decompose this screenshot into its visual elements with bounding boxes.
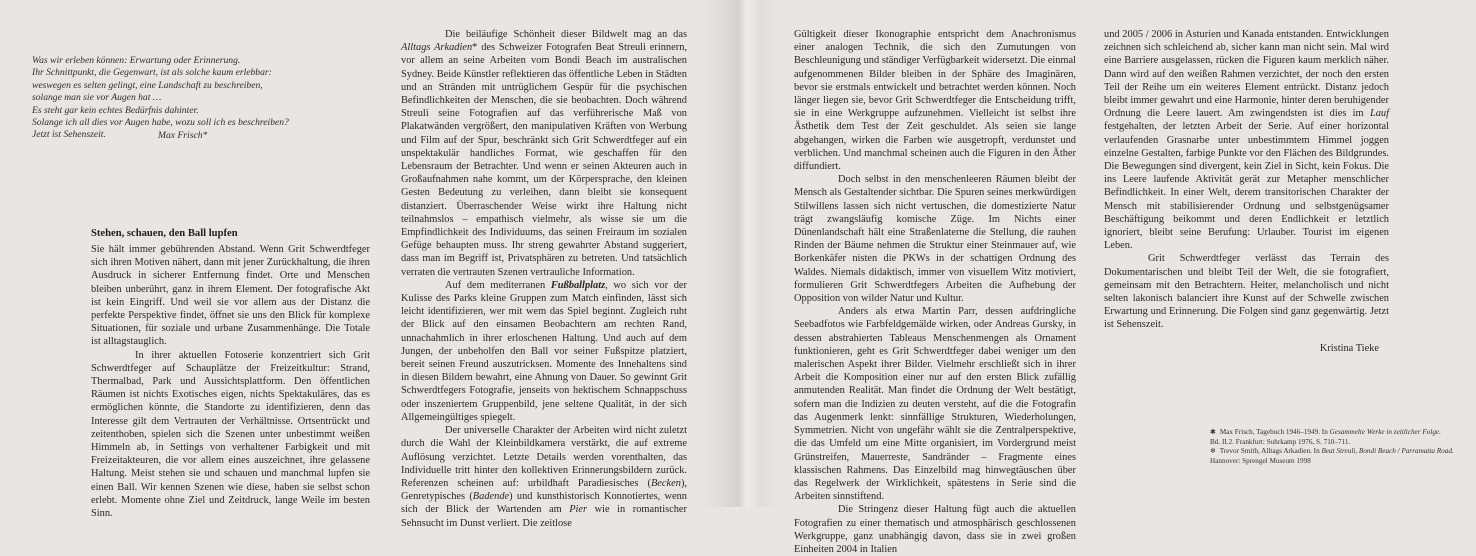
epigraph-line: Jetzt ist Sehenszeit. xyxy=(32,129,106,141)
paragraph: Die Stringenz dieser Haltung fügt auch die aktuellen Fotografien zu einer thematisch und atmosphärisch geschlossenen Werkgruppe, ganz unabhängig davon, dass sie in zwei großen Einheiten 2004 in Italien xyxy=(794,504,1076,555)
paragraph: Gültigkeit dieser Ikonographie entspricht dem Anachronismus einer analogen Technik, die sich den Zumutungen von Beschleunigung und ständiger Verfügbarkeit widersetzt. Die einmal aufgenommenen Bilder bleiben in der Sphäre des Imaginären, bevor sie erstmals entwickelt und betrachtet werden können. Noch länger liegen sie, bevor Grit Schwerdtfeger die Entscheidung trifft, sie in eine Werkgruppe aufzunehmen. Vielleicht ist selbst ihre Ästhetik dem Test der Zeit geschuldet. Als seien sie lange abgehangen, wirken die Farben wie ausgetropft, verdunstet und verblichen. Und manchmal scheinen auch die Figuren in den Äther diffundiert. xyxy=(794,29,1076,173)
paragraph: Anders als etwa Martin Parr, dessen aufdringliche Seebadfotos wie Farbfeldgemälde wirken, oder Andreas Gursky, in dessen abstrahierten Tableaus Menschenmengen als Ornament funktionieren, geht es Grit Schwerdtfeger dabei weniger um den malerischen Aspekt ihrer Bilder. Vielmehr erschließt sich in ihrer Arbeit die Komposition einer nur auf den ersten Blick zufällig anmutenden Realität. Man findet die Ordnung der Welt bestätigt, sofern man die Indizien zu deuten versteht, auf die die Fotografin das Augenmerk lenkt: sinnfällige Strukturen, Wiederholungen, Symmetrien. Nicht von ungefähr wählt sie die Zentralperspektive, die das Umfeld um eine Mitte organisiert, im Vordergrund meist Grünstreifen, Mauerreste, Sandränder – Fragmente eines klassischen Rahmens. Das Einzelbild mag hinwegtäuschen über das Regelwerk der Wirklichkeit, spätestens in Serie sind die Arbeiten sinnstiftend. xyxy=(794,306,1076,503)
text-run: wie in romantischer Sehnsucht im Dunst verliert. Die zeitlose xyxy=(401,504,687,529)
text-run: festgehalten, der letzten Arbeit der Serie. Auf einer horizontal verlaufenden Grasnarbe unter unbestimmtem Himmel joggen einzelne Gestalten, farbige Punkte vor den Flächen des Bildgrundes. Die Bewegungen sind divergent, kein Ziel in Sicht, kein Fokus. Die ins Leere laufende Aktivität gerät zur Metapher menschlicher Befindlichkeit. In einer Welt, derem transitorischen Charakter der Mensch mit stabilisierender Ordnung und selbstgenügsamer Beschäftigung beikommt und deren Endlichkeit er letztlich ignoriert, bleibt seine Berufung: Urlauber. Tourist im eigenen Leben. xyxy=(1104,121,1389,252)
work-title: Fußballplatz xyxy=(550,279,606,291)
footnote-text: Max Frisch, Tagebuch 1946–1949. In xyxy=(1219,428,1330,436)
text-run: und 2005 / 2006 in Asturien und Kanada entstanden. Entwicklungen zeichnen sich schleichend ab, sicher kann man nicht sein. Mal wird eine Barriere ausgelassen, rücken die Figuren kaum merklich näher. Dann wird auf den weißen Rahmen verzichtet, der noch den ersten Teil der Reihe um ein weiteres Element entrückt. Distanz jedoch bleibt immer gewahrt und eine Harmonie, hinter deren beruhigender Ordnung die Leere lauert. Am zwingendsten ist dies im xyxy=(1104,29,1389,120)
footnote-text: Trevor Smith, Alltags Arkadien. In xyxy=(1219,447,1322,456)
epigraph-line: Ihr Schnittpunkt, die Gegenwart, ist als solche kaum erlebbar: xyxy=(32,67,272,79)
epigraph xyxy=(32,55,292,142)
footnotes xyxy=(1210,428,1460,466)
text-column-4 xyxy=(1104,28,1389,355)
epigraph-line: Es steht gar kein echtes Bedürfnis dahinter. xyxy=(32,104,199,116)
text-run: * des Schweizer Fotografen Beat Streuli erinnern, vor allem an seine Arbeiten vom Bondi Beach im australischen Sydney. Beide Künstler reflektieren das öffentliche Leben in Städten und an Stränden mit untrüglichem Gespür für die psychischen Befindlichkeiten der Menschen, die sie beobachten. Doch während Streuli seine Fotografien auf das verführerische Maß von Plakatwänden vergrößert, den manipulativen Kräften von Werbung und Film auf der Spur, beschränkt sich Grit Schwerdtfeger auf ein unspektakulär handliches Format, wie geschaffen für den Lebensraum der Betrachter. Und wenn er seinen Akteuren auch in Großaufnahmen nahe kommt, um der Körpersprache, den kleinen Gesten Bedeutung zu verleihen, dann bleibt sie konsequent distanziert. Überraschender Weise wirkt ihre Haltung nicht teilnahmslos – empathisch vielmehr, als wisse sie um die Empfindlichkeit des Individuums, das seinen Freiraum im sozialen Gefüge behaupten muss. Ihr streng gewahrter Abstand suggeriert, dass man im Begriff ist, Privatsphären zu betreten. Und tatsächlich verraten die vertrauten Szenen vertrauliche Information. xyxy=(401,42,687,278)
footnote-title: Beat Streuli, Bondi Beach / Parramatta Road. xyxy=(1321,447,1454,456)
footnote-continuation: Hannover: Sprengel Museum 1998 xyxy=(1210,456,1311,465)
paragraph xyxy=(1104,28,1389,252)
snowflake-asterisk-icon: ❄ xyxy=(1210,447,1217,456)
epigraph-author: Max Frisch* xyxy=(158,129,208,141)
epigraph-line: Solange ich all dies vor Augen habe, wozu soll ich es beschreiben? xyxy=(32,117,289,129)
paragraph: Grit Schwerdtfeger verlässt das Terrain des Dokumentarischen und bleibt Teil der Welt, die sie fotografiert, gemeinsam mit den Betrachtern. Heiter, melancholisch und nicht selten lakonisch balanciert ihre Kunst auf der Schwelle zwischen Erwartung und Erinnerung. Die Folgen sind ganz gegenwärtig. Jetzt ist Sehenszeit. xyxy=(1104,253,1389,331)
book-spine-shadow xyxy=(700,0,780,507)
author-signature: Kristina Tieke xyxy=(1319,342,1379,354)
epigraph-line: Was wir erleben können: Erwartung oder Erinnerung. xyxy=(32,55,241,66)
text-run: , wo sich vor der Kulisse des Parks kleine Gruppen zum Match einfinden, lässt sich leicht identifizieren, wer mit wem das Spiel beginnt. Zugleich ruht der Blick auf den einsamen Beobachtern am rechten Rand, unnachahmlich in ihrer erloschenen Haltung. Und auch auf dem Jungen, der unbeholfen den Ball vor seiner Fußspitze platziert, bereit seinen Freund auszutricksen. Momente des Innehaltens sind in diesen Bildern bewahrt, eine Ahnung von Dauer. So gewinnt Grit Schwerdtfegers Fotografie, jenseits von hektischem Schnappschuss oder inszeniertem Gruppenbild, jene seltene Qualität, in der sich Allgemeingültiges spiegelt. xyxy=(401,279,687,423)
work-title: Alltags Arkadien xyxy=(401,42,473,54)
paragraph: In ihrer aktuellen Fotoserie konzentriert sich Grit Schwerdtfeger auf Schauplätze der Freizeitkultur: Strand, Thermalbad, Park und Aussichtsplattform. Den öffentlichen Räumen ist nichts Exotisches eigen, nichts Spektakuläres, das es ermöglichen könnte, die Standorte zu identifizieren, denn das Interesse gilt dem Vertrauten der Verhältnisse. Ortsentrückt und zeitenthoben, spielen sich die Szenen unter unbestimmt weißen Himmeln ab, in Settings von verhaltener Farbigkeit und mit Freizeitakteuren, die vor allem eines auszeichnet, ihre gelassene Haltung. Meist stehen sie und schauen und manchmal lupfen sie einen Ball. Wir kennen Szenen wie diese, haben sie selbst schon erlebt. Momente ohne Ziel und Zeitdruck, lange Weile im besten Sinn. xyxy=(91,349,370,520)
paragraph: Doch selbst in den menschenleeren Räumen bleibt der Mensch als Gestaltender sichtbar. Die Spuren seines merkwürdigen Stilwillens lassen sich nicht vertuschen, die domestizierte Natur trägt zwangsläufig komische Züge. Im Nichts einer Dünenlandschaft hält eine Straßenlaterne die Stellung, die rauhen Rinden der Bäume nehmen die Struktur einer Steinmauer auf, wie Borkenkäfer nisten die PKWs in der schattigen Ordnung des Waldes. Niemals didaktisch, immer von visuellem Witz motiviert, formulieren Grit Schwerdtfegers Arbeiten die Aufhebung der Opposition von wilder Natur und Kultur. xyxy=(794,174,1076,305)
paragraph xyxy=(401,279,687,424)
text-column-1 xyxy=(91,227,370,520)
footnote xyxy=(1210,447,1460,457)
text-run: Auf dem mediterranen xyxy=(445,279,551,291)
work-title: Pier xyxy=(569,504,588,516)
work-title: Becken xyxy=(650,477,681,489)
footnote-continuation: Bd. II.2. Frankfurt: Suhrkamp 1976, S. 710–711. xyxy=(1210,437,1351,446)
text-run: ) und kunsthistorisch Konnotiertes, wenn sich der Blick der Wartenden am xyxy=(401,491,687,516)
text-run: Die beiläufige Schönheit dieser Bildwelt mag an das xyxy=(445,29,687,40)
text-column-3 xyxy=(794,28,1076,556)
paragraph xyxy=(401,424,687,530)
paragraph xyxy=(401,28,687,279)
asterisk-icon: ✱ xyxy=(1210,428,1217,436)
footnote xyxy=(1210,428,1460,438)
work-title: Lauf xyxy=(1369,108,1389,120)
footnote-title: Gesammelte Werke in zeitlicher Folge. xyxy=(1329,428,1441,436)
text-run: ), Genretypisches ( xyxy=(401,477,687,503)
paragraph: Sie hält immer gebührenden Abstand. Wenn Grit Schwerdtfeger sich ihren Motiven nähert, dann mit jener Zurückhaltung, die ihren Ausdruck in sicherer Entfernung findet. Orte und Menschen bleiben unberührt, ganz in ihrem Element. Der fotografische Akt ist kein Eingriff. Und weil sie vor allem aus der Distanz die perfekte Perspektive findet, öffnet sie uns den Blick für komplexe Situationen, für soziale und urbane Zusammenhänge. Die Totale ist alltagstauglich. xyxy=(91,244,370,348)
work-title: Badende xyxy=(472,491,510,503)
epigraph-line: solange man sie vor Augen hat … xyxy=(32,92,162,104)
text-column-2 xyxy=(401,28,687,530)
epigraph-line: weswegen es selten gelingt, eine Landschaft zu beschreiben, xyxy=(32,79,263,91)
text-run: Der universelle Charakter der Arbeiten wird nicht zuletzt durch die Wahl der Kleinbildkamera verstärkt, die auf extreme Auflösung verzichtet. Letzte Details werden vorenthalten, das Individuelle tritt hinter den kollektiven Erinnerungsbildern zurück. Referenzen scheinen auf: urbildhaft Paradiesisches ( xyxy=(401,425,687,489)
section-heading: Stehen, schauen, den Ball lupfen xyxy=(91,228,238,239)
